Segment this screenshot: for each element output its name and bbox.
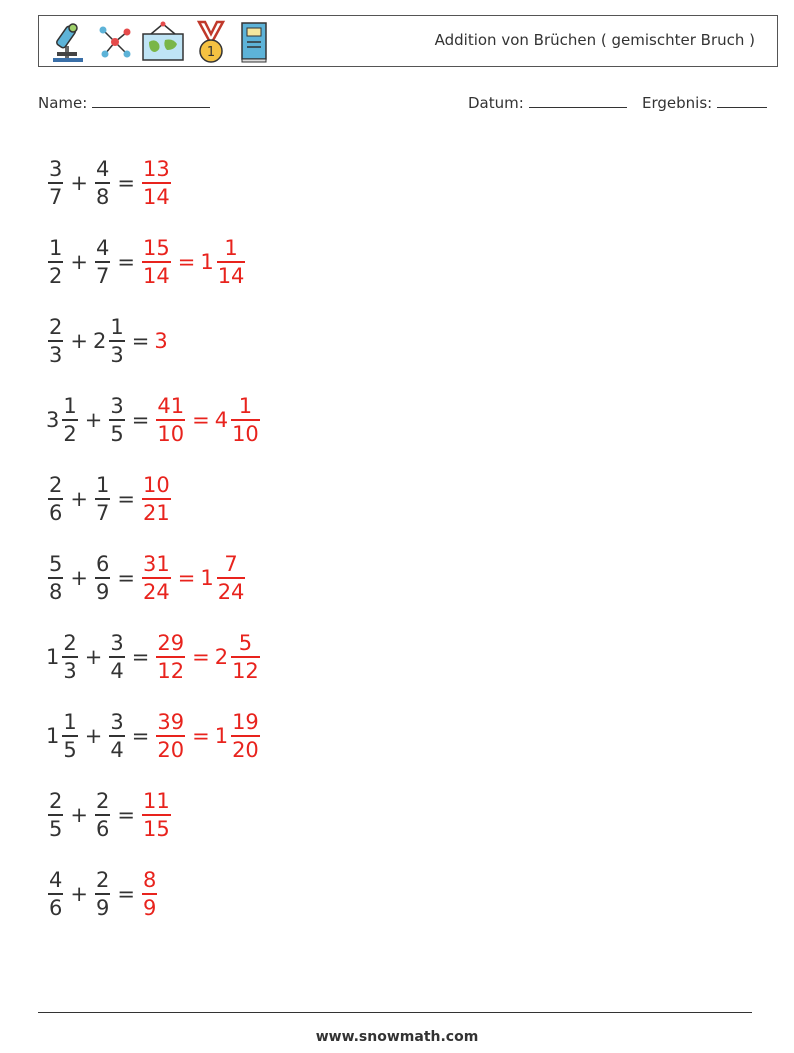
denominator: 5 — [110, 421, 124, 446]
fraction — [95, 235, 110, 289]
fraction — [156, 393, 185, 447]
numerator: 1 — [110, 314, 124, 339]
fraction — [142, 867, 157, 921]
fraction — [217, 551, 246, 605]
fraction — [48, 314, 63, 368]
denominator: 7 — [95, 263, 110, 288]
fraction — [95, 788, 110, 842]
addend-1 — [46, 551, 65, 605]
answer — [154, 630, 261, 684]
date-label: Datum: — [468, 94, 524, 112]
numerator: 3 — [110, 709, 124, 734]
date-field[interactable] — [468, 93, 627, 112]
addend-1 — [46, 630, 80, 684]
equals-sign: = — [117, 881, 135, 906]
answer — [154, 709, 261, 763]
addend-1 — [46, 393, 80, 447]
numerator: 7 — [224, 551, 238, 576]
problem-row — [46, 538, 262, 617]
addend-2 — [107, 709, 126, 763]
answer-fraction — [140, 156, 173, 210]
equals-sign: = — [131, 644, 150, 669]
denominator: 20 — [157, 737, 185, 762]
addend-2 — [107, 630, 126, 684]
fraction — [142, 788, 171, 842]
problem-row — [46, 380, 262, 459]
numerator: 6 — [95, 551, 110, 576]
score-line[interactable] — [717, 93, 767, 108]
numerator: 29 — [157, 630, 185, 655]
denominator: 24 — [217, 579, 245, 604]
answer-fraction — [140, 788, 173, 842]
fraction — [156, 630, 185, 684]
answer — [140, 788, 173, 842]
plus-sign: + — [70, 328, 88, 353]
equals-sign: = — [117, 802, 135, 827]
numerator: 8 — [142, 867, 157, 892]
denominator: 5 — [49, 816, 63, 841]
fraction — [142, 551, 171, 605]
answer-mixed-number — [200, 235, 247, 289]
footer-site: www.snowmath.com — [315, 1029, 479, 1045]
fraction — [48, 472, 63, 526]
fraction — [142, 156, 171, 210]
problem-row — [46, 617, 262, 696]
numerator: 31 — [142, 551, 170, 576]
problem-row — [46, 143, 262, 222]
denominator: 7 — [49, 184, 63, 209]
medal-icon — [193, 20, 229, 64]
fraction — [48, 156, 63, 210]
addend-2 — [93, 788, 112, 842]
answer — [140, 156, 173, 210]
numerator: 1 — [63, 393, 77, 418]
fraction — [142, 472, 171, 526]
equals-sign: = — [177, 249, 196, 274]
problem-row — [46, 775, 262, 854]
problem-list — [46, 143, 262, 933]
denominator: 9 — [95, 895, 110, 920]
header-icons — [47, 20, 271, 64]
denominator: 12 — [157, 658, 185, 683]
equals-sign: = — [192, 407, 210, 432]
numerator: 3 — [49, 156, 63, 181]
addend-2 — [93, 314, 127, 368]
numerator: 41 — [157, 393, 185, 418]
equals-sign: = — [192, 723, 210, 748]
denominator: 2 — [63, 421, 77, 446]
whole-number: 1 — [214, 723, 229, 748]
fraction — [109, 709, 124, 763]
equals-sign: = — [131, 328, 150, 353]
denominator: 8 — [49, 579, 63, 604]
addend-1 — [46, 156, 65, 210]
equals-sign: = — [177, 565, 196, 590]
name-label: Name: — [38, 94, 88, 112]
problem-row — [46, 459, 262, 538]
numerator: 15 — [142, 235, 170, 260]
fraction — [48, 551, 63, 605]
answer — [140, 867, 159, 921]
denominator: 4 — [110, 737, 124, 762]
plus-sign: + — [84, 723, 103, 748]
numerator: 1 — [63, 709, 77, 734]
numerator: 1 — [238, 393, 253, 418]
answer-fraction — [140, 867, 159, 921]
numerator: 2 — [49, 472, 63, 497]
addend-1 — [46, 235, 65, 289]
worksheet-header — [38, 15, 778, 67]
numerator: 11 — [142, 788, 170, 813]
fraction — [48, 235, 63, 289]
microscope-icon — [47, 20, 89, 64]
name-field[interactable] — [38, 93, 210, 112]
numerator: 1 — [49, 235, 63, 260]
addend-1 — [46, 709, 80, 763]
addend-1 — [46, 867, 65, 921]
numerator: 2 — [95, 788, 110, 813]
answer-fraction — [154, 630, 187, 684]
denominator: 9 — [95, 579, 110, 604]
equals-sign: = — [131, 723, 150, 748]
answer-fraction — [140, 472, 173, 526]
fraction — [109, 393, 124, 447]
denominator: 24 — [142, 579, 170, 604]
fraction — [62, 393, 77, 447]
book-icon — [237, 20, 271, 64]
problem-row — [46, 301, 262, 380]
problem-row — [46, 854, 262, 933]
fraction — [142, 235, 171, 289]
denominator: 15 — [142, 816, 170, 841]
denominator: 3 — [63, 658, 77, 683]
denominator: 12 — [232, 658, 259, 683]
fraction — [217, 235, 246, 289]
fraction — [231, 630, 260, 684]
denominator: 4 — [110, 658, 124, 683]
equals-sign: = — [117, 486, 135, 511]
denominator: 3 — [110, 342, 124, 367]
addend-2 — [93, 156, 112, 210]
denominator: 6 — [49, 500, 63, 525]
plus-sign: + — [84, 644, 103, 669]
answer-integer: 3 — [154, 328, 168, 353]
numerator: 10 — [142, 472, 170, 497]
fraction — [95, 867, 110, 921]
problem-row — [46, 696, 262, 775]
molecule-icon — [97, 20, 133, 64]
numerator: 5 — [49, 551, 63, 576]
score-label: Ergebnis: — [642, 94, 713, 112]
denominator: 14 — [142, 263, 170, 288]
whole-number: 2 — [92, 328, 107, 353]
whole-number: 4 — [214, 407, 229, 432]
plus-sign: + — [70, 565, 88, 590]
numerator: 4 — [49, 867, 63, 892]
score-field[interactable] — [642, 93, 767, 112]
denominator: 3 — [49, 342, 63, 367]
fraction — [48, 788, 63, 842]
fraction — [109, 314, 124, 368]
worksheet-title: Addition von Brüchen ( gemischter Bruch ) — [434, 31, 755, 49]
whole-number: 2 — [214, 644, 229, 669]
answer-fraction — [154, 709, 187, 763]
denominator: 14 — [217, 263, 245, 288]
addend-1 — [46, 788, 65, 842]
fraction — [95, 551, 110, 605]
numerator: 2 — [63, 630, 77, 655]
answer-mixed-number — [215, 630, 262, 684]
numerator: 3 — [110, 630, 124, 655]
svg-text:1: 1 — [206, 45, 216, 60]
denominator: 10 — [232, 421, 259, 446]
addend-1 — [46, 472, 65, 526]
denominator: 9 — [142, 895, 157, 920]
answer-mixed-number — [215, 709, 262, 763]
numerator: 2 — [95, 867, 110, 892]
numerator: 39 — [157, 709, 185, 734]
plus-sign: + — [70, 881, 88, 906]
fraction — [109, 630, 124, 684]
equals-sign: = — [131, 407, 150, 432]
denominator: 6 — [95, 816, 110, 841]
numerator: 5 — [238, 630, 253, 655]
fraction — [62, 709, 77, 763]
plus-sign: + — [70, 486, 88, 511]
numerator: 4 — [95, 235, 110, 260]
plus-sign: + — [70, 249, 88, 274]
denominator: 7 — [95, 500, 110, 525]
whole-number: 1 — [46, 644, 60, 669]
answer — [140, 551, 247, 605]
fraction — [95, 472, 110, 526]
answer-fraction — [154, 393, 187, 447]
answer — [154, 329, 167, 353]
numerator: 1 — [224, 235, 238, 260]
answer — [140, 472, 173, 526]
name-line[interactable] — [92, 93, 210, 108]
fraction — [231, 393, 260, 447]
fraction — [95, 156, 110, 210]
numerator: 13 — [142, 156, 170, 181]
whole-number: 1 — [200, 565, 214, 590]
numerator: 1 — [95, 472, 110, 497]
fraction — [156, 709, 185, 763]
plus-sign: + — [84, 407, 103, 432]
answer-fraction — [140, 235, 173, 289]
answer-fraction — [140, 551, 173, 605]
problem-row — [46, 222, 262, 301]
denominator: 8 — [95, 184, 110, 209]
addend-2 — [93, 867, 112, 921]
denominator: 14 — [142, 184, 170, 209]
addend-2 — [93, 551, 112, 605]
numerator: 2 — [49, 788, 63, 813]
equals-sign: = — [117, 565, 135, 590]
answer — [154, 393, 261, 447]
addend-2 — [93, 235, 112, 289]
map-board-icon — [141, 20, 185, 64]
whole-number: 1 — [46, 723, 60, 748]
addend-2 — [93, 472, 112, 526]
denominator: 5 — [63, 737, 77, 762]
whole-number: 3 — [46, 407, 60, 432]
denominator: 20 — [232, 737, 259, 762]
plus-sign: + — [70, 802, 88, 827]
denominator: 6 — [49, 895, 63, 920]
plus-sign: + — [70, 170, 88, 195]
answer-mixed-number — [215, 393, 262, 447]
numerator: 19 — [232, 709, 259, 734]
equals-sign: = — [117, 249, 135, 274]
denominator: 21 — [142, 500, 170, 525]
date-line[interactable] — [529, 93, 627, 108]
equals-sign: = — [192, 644, 210, 669]
fraction — [62, 630, 77, 684]
answer-mixed-number — [200, 551, 247, 605]
addend-1 — [46, 314, 65, 368]
denominator: 2 — [49, 263, 63, 288]
footer-divider — [38, 1012, 752, 1013]
equals-sign: = — [117, 170, 135, 195]
numerator: 2 — [49, 314, 63, 339]
denominator: 10 — [157, 421, 185, 446]
fraction — [231, 709, 260, 763]
numerator: 4 — [95, 156, 110, 181]
numerator: 3 — [110, 393, 124, 418]
answer — [140, 235, 247, 289]
fraction — [48, 867, 63, 921]
addend-2 — [107, 393, 126, 447]
whole-number: 1 — [200, 249, 214, 274]
